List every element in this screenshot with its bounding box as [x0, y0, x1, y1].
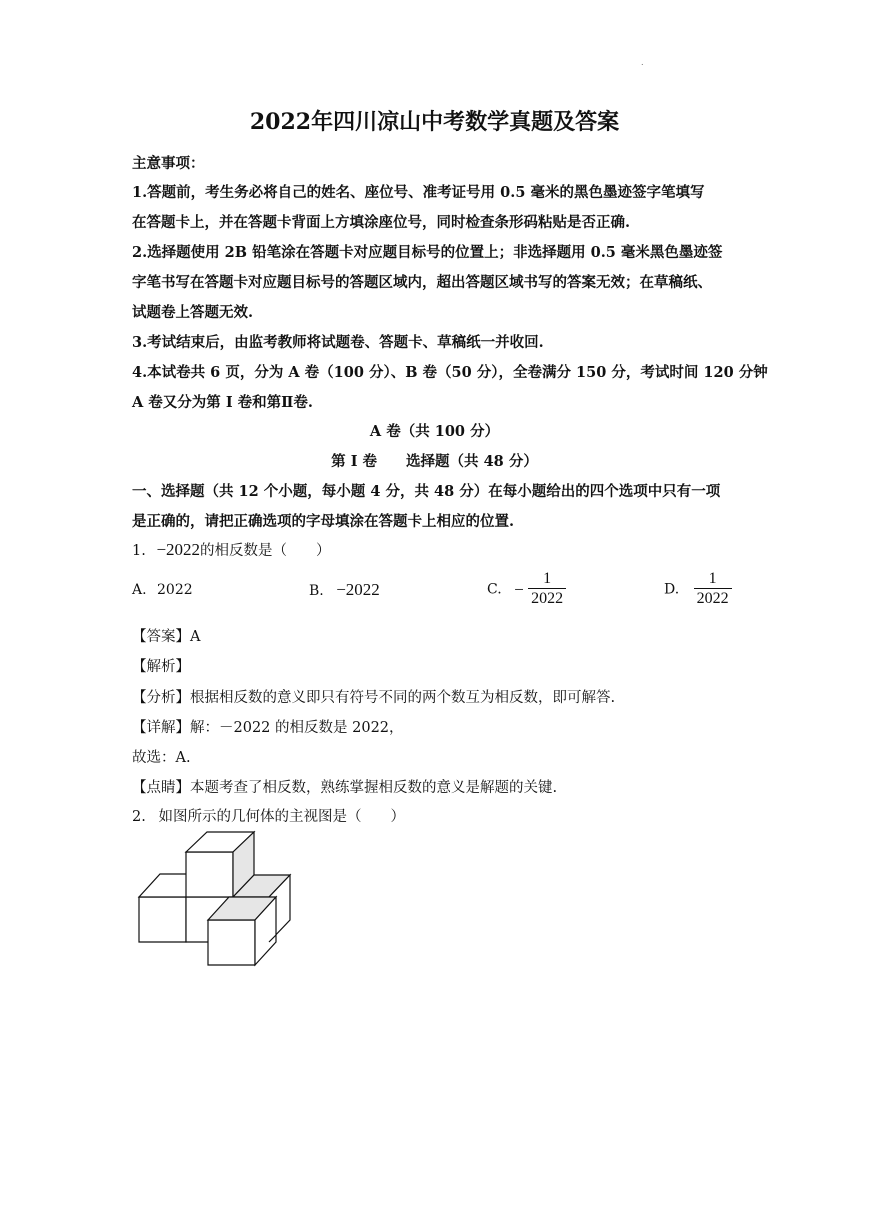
notice-heading: 主意事项：	[132, 155, 205, 172]
question-2-stem	[132, 805, 405, 826]
fraction-numerator: 1	[708, 570, 717, 587]
option-label: A.	[132, 582, 147, 598]
fraction-sign: −	[514, 579, 524, 599]
fraction-denominator: 2022	[531, 590, 564, 607]
option-value: 2022	[157, 582, 193, 598]
option-c	[487, 570, 566, 609]
question-text: 的相反数是（ ）	[200, 543, 331, 559]
part1-intro-line: 是正确的，请把正确选项的字母填涂在答题卡上相应的位置.	[132, 513, 515, 530]
notice-line: 字笔书写在答题卡对应题目标号的答题区域内，超出答题区域书写的答案无效；在草稿纸、	[132, 274, 712, 291]
notice-line: A 卷又分为第 I 卷和第Ⅱ卷.	[132, 394, 313, 411]
fraction	[528, 570, 566, 609]
detail-text: 【详解】解：－2022 的相反数是 2022，	[132, 720, 404, 736]
section-vol1-heading: 第 I 卷 选择题（共 48 分）	[331, 453, 538, 470]
option-label: D.	[664, 581, 680, 598]
option-label: B.	[309, 583, 324, 599]
geometric-solid-figure	[130, 830, 310, 975]
fraction-numerator: 1	[543, 570, 552, 587]
math-expression: −2022	[156, 540, 201, 559]
question-text: 如图所示的几何体的主视图是（ ）	[158, 809, 405, 825]
option-a	[132, 582, 193, 598]
option-label: C.	[487, 581, 502, 598]
analysis-heading: 【解析】	[132, 659, 190, 675]
question-1-stem	[132, 539, 331, 560]
notice-line: 4.本试卷共 6 页，分为 A 卷（100 分）、B 卷（50 分），全卷满分 150 分，考试时间 120 分钟	[132, 364, 768, 381]
option-d	[664, 570, 732, 609]
part1-intro-line: 一、选择题（共 12 个小题，每小题 4 分，共 48 分）在每小题给出的四个选项中只有一项	[132, 483, 721, 500]
comment-text: 【点睛】本题考查了相反数，熟练掌握相反数的意义是解题的关键.	[132, 780, 558, 796]
analysis-text: 【分析】根据相反数的意义即只有符号不同的两个数互为相反数，即可解答.	[132, 690, 616, 706]
choice-text: 故选：A.	[132, 750, 191, 766]
header-mark: .	[641, 58, 644, 67]
notice-line: 2.选择题使用 2B 铅笔涂在答题卡对应题目标号的位置上；非选择题用 0.5 毫米黑色墨迹签	[132, 244, 723, 261]
option-b	[309, 580, 380, 600]
fraction	[694, 570, 732, 609]
notice-line: 在答题卡上，并在答题卡背面上方填涂座位号，同时检查条形码粘贴是否正确.	[132, 214, 631, 231]
fraction-denominator: 2022	[696, 590, 729, 607]
option-value: −2022	[336, 580, 380, 599]
section-a-heading: A 卷（共 100 分）	[369, 423, 500, 440]
question-number: 1.	[132, 543, 146, 559]
notice-line: 1.答题前，考生务必将自己的姓名、座位号、准考证号用 0.5 毫米的黑色墨迹签字笔填写	[132, 184, 705, 201]
answer: 【答案】A	[132, 629, 201, 645]
question-number: 2.	[132, 809, 146, 825]
page-title: 2022年四川凉山中考数学真题及答案	[249, 109, 620, 135]
notice-line: 3.考试结束后，由监考教师将试题卷、答题卡、草稿纸一并收回.	[132, 334, 544, 351]
notice-line: 试题卷上答题无效.	[132, 304, 254, 321]
